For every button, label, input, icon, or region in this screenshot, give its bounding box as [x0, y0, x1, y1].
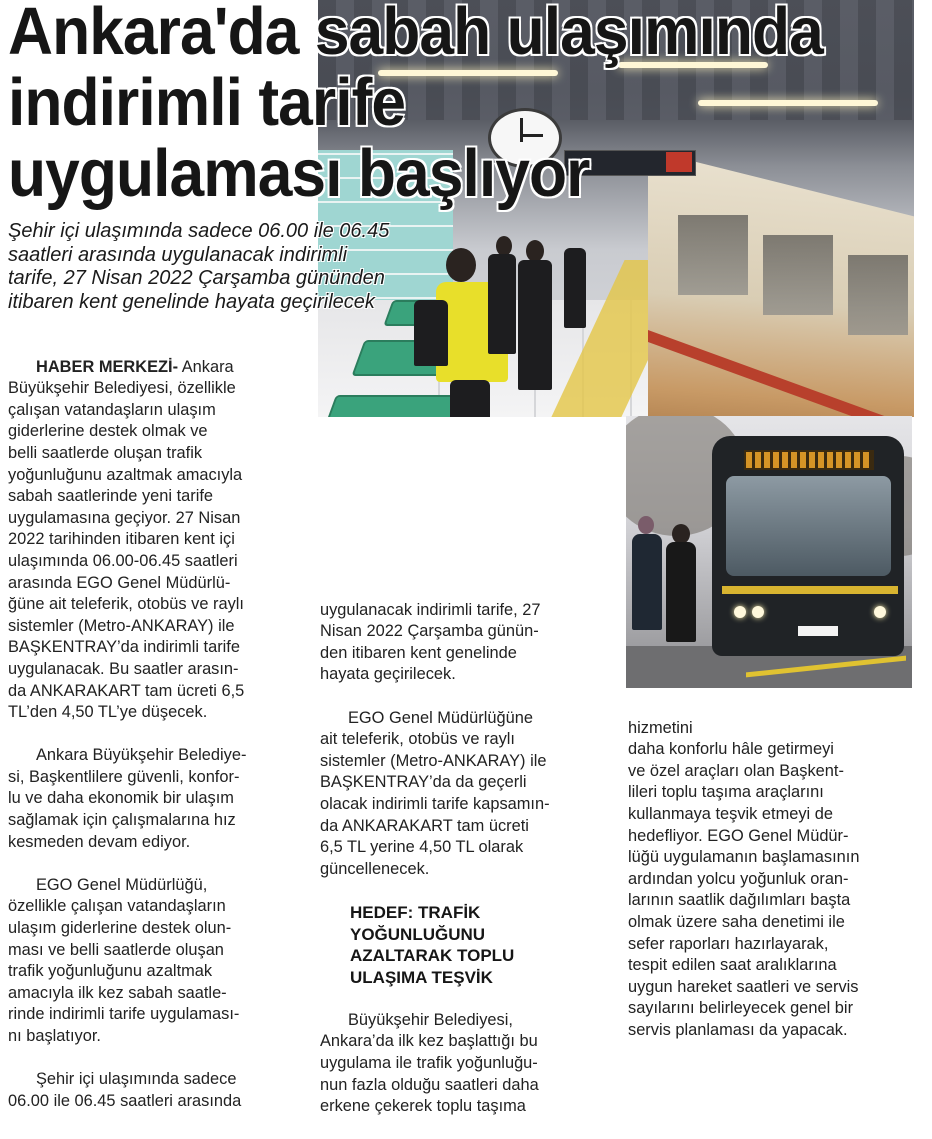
paragraph: uygulanacak indirimli tarife, 27 Nisan 2022 Çarşamba günün- den itibaren kent genelinde hayata geçirilecek.: [320, 600, 541, 684]
paragraph: hizmetini daha konforlu hâle getirmeyi ve özel araçları olan Başkent- lileri toplu taşıma araçlarını kullanmaya teşvik etmeyi de hedefliyor. EGO Genel Müdür- lüğü uygulamanın başlamasının ardından yolcu yoğunluk oran- larının saatlik dağılımları başta olmak üzere saha denetimi ile sefer raporları hazırlayarak, tespit edilen saat aralıklarına uygun hareket saatleri ve servis sayılarını belirleyecek genel bir servis planlaması da yapacak.: [628, 718, 860, 1039]
section-subtitle: HEDEF: TRAFİK YOĞUNLUĞUNU AZALTARAK TOPLU ULAŞIMA TEŞVİK: [350, 902, 515, 987]
bus-route-display-text: [746, 452, 872, 468]
article-column-1: [8, 335, 314, 1134]
passenger: [518, 260, 552, 390]
paragraph: Ankara Büyükşehir Belediye- si, Başkentlilere güvenli, konfor- lu ve daha ekonomik bir ulaşım sağlamak için çalışmalarına hız kesmeden devam ediyor.: [8, 746, 247, 851]
bus-headlight: [752, 606, 764, 618]
license-plate: [798, 626, 838, 636]
bench: [320, 395, 470, 417]
dateline: HABER MERKEZİ-: [36, 357, 179, 376]
train-window: [763, 235, 833, 315]
passenger-head: [638, 516, 654, 534]
passenger: [632, 534, 662, 630]
passenger: [488, 254, 516, 354]
passenger-head: [446, 248, 476, 282]
passenger-head: [526, 240, 544, 262]
passenger-legs: [450, 380, 490, 417]
bus-headlight: [734, 606, 746, 618]
article-column-3: [628, 696, 928, 1063]
paragraph: Büyükşehir Belediyesi, Ankara’da ilk kez başlattığı bu uygulama ile trafik yoğunluğu- nun fazla olduğu saatleri daha erkene çekerek toplu taşıma: [320, 1010, 539, 1116]
passenger: [564, 248, 586, 328]
paragraph: Şehir içi ulaşımında sadece 06.00 ile 06.45 saatleri arasında: [8, 1070, 242, 1110]
paragraph: EGO Genel Müdürlüğüne ait teleferik, otobüs ve raylı sistemler (Metro-ANKARAY) ile BAŞKENTRAY’da da geçerli olacak indirimli tarife kapsamın- da ANKARAKART tam ücreti 6,5 TL yerine 4,50 TL olarak güncellenecek.: [320, 708, 550, 878]
subheadline: Şehir içi ulaşımında sadece 06.00 ile 06.45 saatleri arasında uygulanacak indirimli tarife, 27 Nisan 2022 Çarşamba gününden itibaren kent genelinde hayata geçirilecek: [8, 220, 390, 313]
paragraph: EGO Genel Müdürlüğü, özellikle çalışan vatandaşların ulaşım giderlerine destek olun- ması ve belli saatlerde oluşan trafik yoğunluğunu azaltmak amacıyla ilk kez sabah saatle- rinde indirimli tarife uygulaması- nı başlatıyor.: [8, 875, 240, 1045]
paragraph-text: Ankara Büyükşehir Belediyesi, özellikle çalışan vatandaşların ulaşım giderlerine destek olmak ve belli saatlerde oluşan trafik yoğunluğunu azaltmak amacıyla sabah saatlerinde yeni tarife uygulamasına geçiyor. 27 Nisan 2022 tarihinden itibaren kent içi ulaşımında 06.00-06.45 saatleri arasında EGO Genel Müdürlü- ğüne ait teleferik, otobüs ve raylı sistemler (Metro-ANKARAY) ile BAŞKENTRAY’da indirimli tarife uygulanacak. Bu saatler arasın- da ANKARAKART tam ücreti 6,5 TL’den 4,50 TL’ye düşecek.: [8, 357, 245, 722]
passenger-head: [496, 236, 512, 256]
passenger-head: [672, 524, 690, 544]
train-window: [678, 215, 748, 295]
article-column-2: [320, 578, 620, 1139]
train-window: [848, 255, 908, 335]
headline: Ankara'da sabah ulaşımında indirimli tarife uygulaması başlıyor: [8, 0, 823, 211]
bus-headlight: [874, 606, 886, 618]
city-bus-photo: [626, 416, 912, 688]
paragraph: [8, 357, 314, 724]
passenger: [666, 542, 696, 642]
bus-stripe: [722, 586, 898, 594]
bus-windshield: [726, 476, 891, 576]
